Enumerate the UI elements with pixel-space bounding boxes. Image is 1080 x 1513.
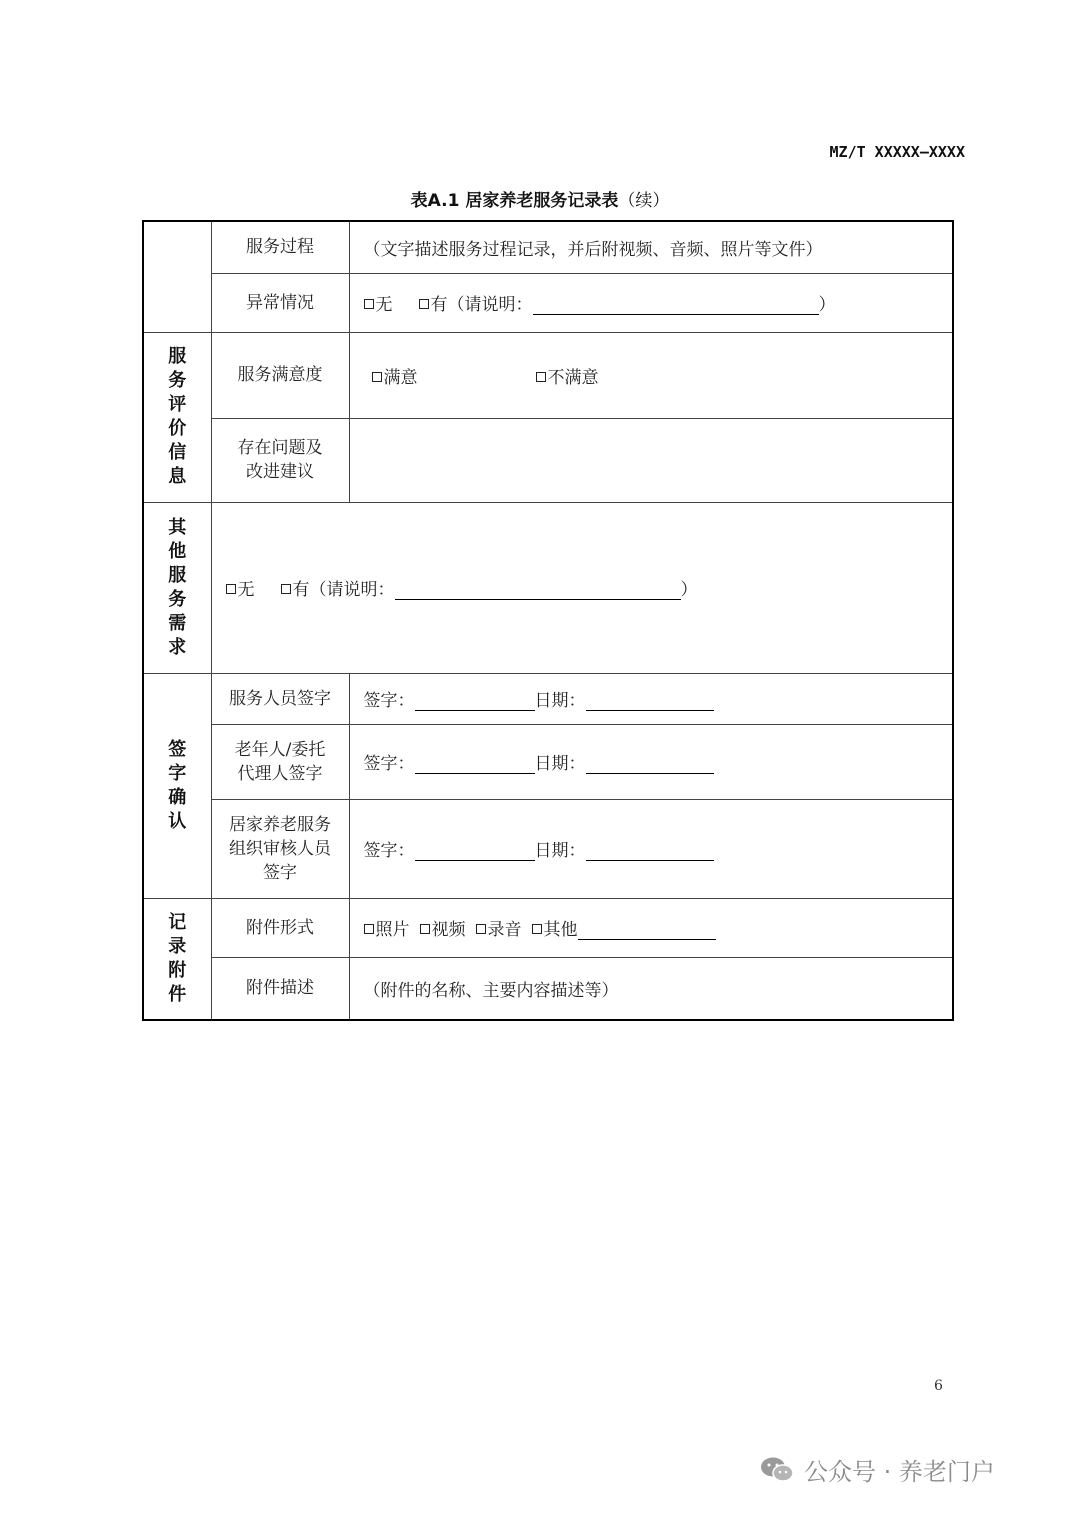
row-org-sign <box>143 799 953 898</box>
sign-text: 签字： <box>363 691 415 711</box>
section-sign-confirm: 签字确认 <box>143 673 211 898</box>
sign-text: 签字： <box>363 841 415 861</box>
page-number: 6 <box>934 1378 943 1394</box>
row-elder-sign <box>143 724 953 799</box>
satisfaction-value <box>349 332 953 418</box>
checkbox-other-none[interactable] <box>226 584 236 594</box>
section-service-evaluation: 服务评价信息 <box>143 332 211 502</box>
checkbox-video[interactable] <box>420 924 430 934</box>
table-title-continued: （续） <box>618 191 670 211</box>
option-satisfied-label: 满意 <box>383 367 418 388</box>
org-sign-label: 居家养老服务 组织审核人员 签字 <box>211 799 349 898</box>
row-attach-desc <box>143 957 953 1020</box>
staff-sign-line[interactable] <box>415 692 535 711</box>
close-paren: ） <box>818 295 836 315</box>
wechat-icon <box>760 1456 794 1484</box>
staff-date-line[interactable] <box>586 692 714 711</box>
option-video-label: 视频 <box>431 920 466 940</box>
checkbox-photo[interactable] <box>364 924 374 934</box>
date-text: 日期： <box>534 691 586 711</box>
other-attach-line[interactable] <box>578 921 716 940</box>
row-attach-form <box>143 898 953 957</box>
section-record-attachments: 记录附件 <box>143 898 211 1020</box>
checkbox-none[interactable] <box>364 299 374 309</box>
checkbox-other-yes[interactable] <box>281 584 291 594</box>
other-close-paren: ） <box>680 580 698 600</box>
row-abnormal <box>143 273 953 332</box>
option-none-label: 无 <box>375 295 393 315</box>
checkbox-yes[interactable] <box>419 299 429 309</box>
attach-desc-value[interactable]: （附件的名称、主要内容描述等） <box>349 957 953 1020</box>
explain-line[interactable] <box>533 296 819 315</box>
elder-date-line[interactable] <box>586 755 714 774</box>
staff-sign-value <box>349 673 953 724</box>
abnormal-label: 异常情况 <box>211 273 349 332</box>
row-staff-sign <box>143 673 953 724</box>
option-other-yes-label: 有（请说明： <box>292 580 395 600</box>
checkbox-audio[interactable] <box>476 924 486 934</box>
staff-sign-label: 服务人员签字 <box>211 673 349 724</box>
option-other-label: 其他 <box>543 920 578 940</box>
row-service-process <box>143 221 953 273</box>
row-satisfaction <box>143 332 953 418</box>
elder-sign-label: 老年人/委托 代理人签字 <box>211 724 349 799</box>
option-audio-label: 录音 <box>487 920 522 940</box>
org-sign-value <box>349 799 953 898</box>
elder-sign-value <box>349 724 953 799</box>
service-process-label: 服务过程 <box>211 221 349 273</box>
table-title-main: 表A.1 居家养老服务记录表 <box>410 191 619 211</box>
org-date-line[interactable] <box>586 842 714 861</box>
option-photo-label: 照片 <box>375 920 410 940</box>
satisfaction-label: 服务满意度 <box>211 332 349 418</box>
issues-label: 存在问题及 改进建议 <box>211 418 349 502</box>
attach-form-value <box>349 898 953 957</box>
option-other-none-label: 无 <box>237 580 255 600</box>
sign-text: 签字： <box>363 754 415 774</box>
checkbox-other[interactable] <box>532 924 542 934</box>
standard-code: MZ/T XXXXX—XXXX <box>829 143 965 161</box>
row-other-needs <box>143 502 953 673</box>
checkbox-satisfied[interactable] <box>372 372 382 382</box>
option-yes-label: 有（请说明： <box>430 295 533 315</box>
attach-desc-label: 附件描述 <box>211 957 349 1020</box>
other-explain-line[interactable] <box>395 581 681 600</box>
abnormal-value <box>349 273 953 332</box>
table-title <box>0 186 1080 211</box>
record-table <box>142 220 954 1021</box>
blank-section-cell <box>143 221 211 332</box>
option-unsatisfied-label: 不满意 <box>547 367 599 388</box>
other-needs-value <box>211 502 953 673</box>
service-process-value[interactable]: （文字描述服务过程记录，并后附视频、音频、照片等文件） <box>349 221 953 273</box>
watermark-text: 公众号 · 养老门户 <box>804 1458 995 1486</box>
date-text: 日期： <box>534 754 586 774</box>
section-other-needs: 其他服务需求 <box>143 502 211 673</box>
attach-form-label: 附件形式 <box>211 898 349 957</box>
org-sign-line[interactable] <box>415 842 535 861</box>
watermark <box>760 1452 995 1487</box>
row-issues <box>143 418 953 502</box>
checkbox-unsatisfied[interactable] <box>536 372 546 382</box>
date-text: 日期： <box>534 841 586 861</box>
issues-value[interactable] <box>349 418 953 502</box>
elder-sign-line[interactable] <box>415 755 535 774</box>
